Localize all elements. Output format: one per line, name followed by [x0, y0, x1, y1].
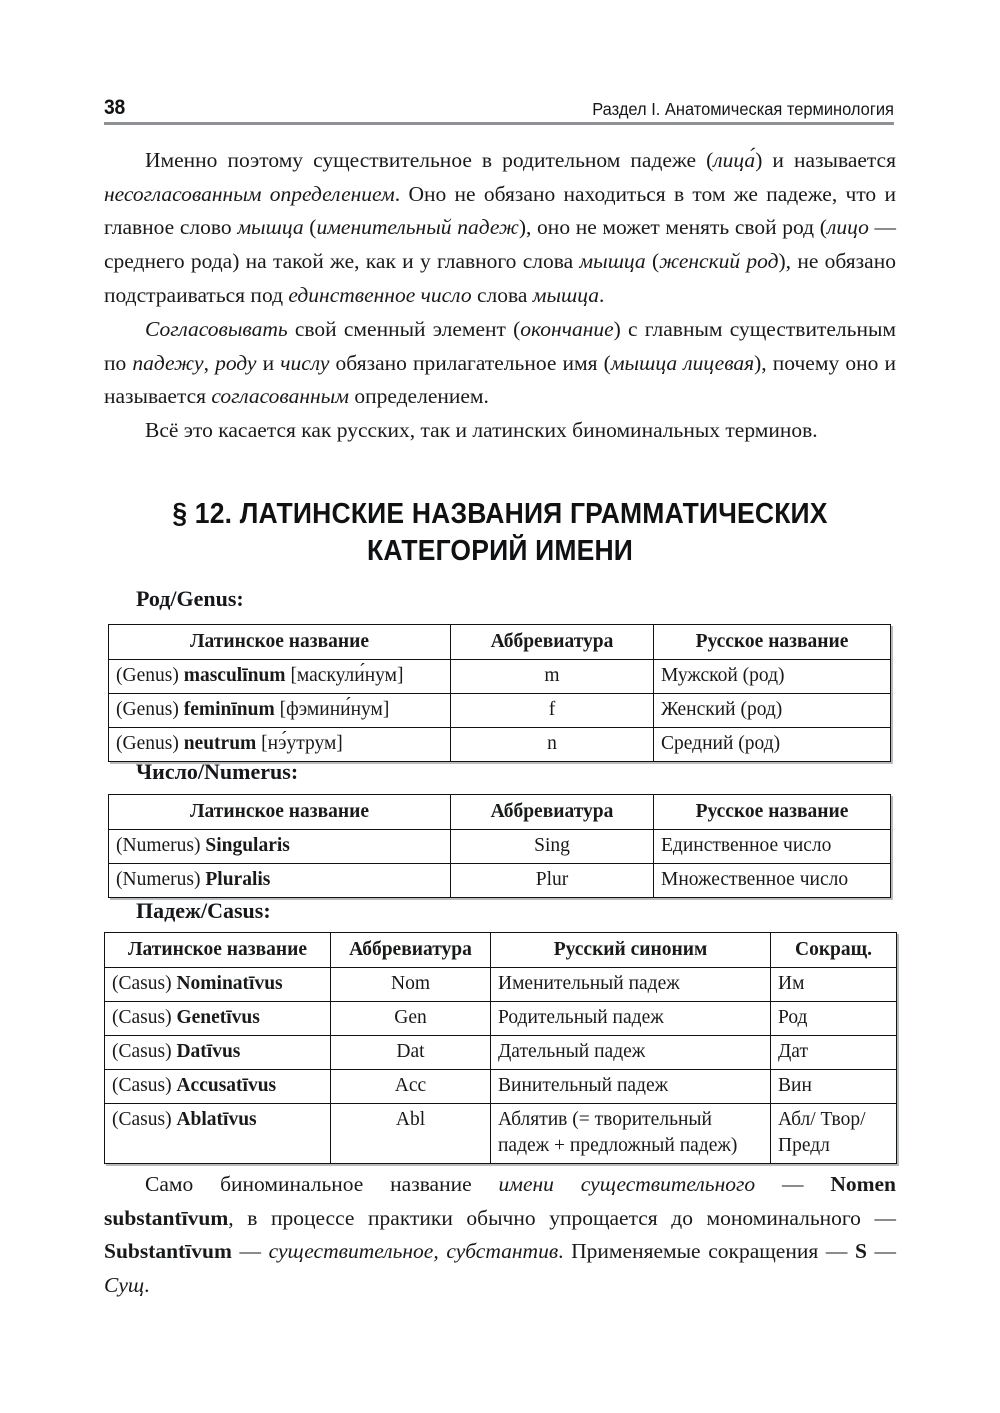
- page-number: 38: [104, 96, 125, 119]
- table-row: [105, 1036, 897, 1070]
- cell-russian-name: Множественное число: [654, 864, 891, 898]
- table-row: [109, 830, 891, 864]
- cell-russian-name: Единственное число: [654, 830, 891, 864]
- column-header-russian: Русское название: [654, 795, 891, 830]
- cell-russian-synonym: Именительный падеж: [491, 968, 771, 1002]
- subsection-label-genus: Род/Genus:: [136, 586, 244, 611]
- column-header-russian: Русское название: [654, 625, 891, 660]
- cell-short-form: Вин: [771, 1070, 897, 1104]
- cell-latin-name: (Casus) Nominatīvus: [105, 968, 331, 1002]
- cell-russian-synonym: Винительный падеж: [491, 1070, 771, 1104]
- cell-abbreviation: n: [451, 728, 654, 762]
- cell-short-form: Абл/ Твор/ Предл: [771, 1104, 897, 1164]
- paragraph-3: Всё это касается как русских, так и латинских биноминальных терминов.: [145, 418, 818, 442]
- cell-latin-name: (Numerus) Pluralis: [109, 864, 451, 898]
- paragraph-block-2: [104, 313, 896, 414]
- table-row: [105, 1104, 897, 1164]
- cell-abbreviation: Nom: [331, 968, 491, 1002]
- table-casus: [104, 932, 897, 1164]
- column-header-abbr: Аббревиатура: [451, 795, 654, 830]
- section-heading-line-2: КАТЕГОРИЙ ИМЕНИ: [366, 535, 634, 567]
- table-row: [105, 1070, 897, 1104]
- cell-latin-name: (Genus) neutrum [нэ́утрум]: [109, 728, 451, 762]
- cell-abbreviation: Gen: [331, 1002, 491, 1036]
- cell-abbreviation: Plur: [451, 864, 654, 898]
- table-row: [109, 864, 891, 898]
- table-row: [105, 968, 897, 1002]
- column-header-abbr: Аббревиатура: [451, 625, 654, 660]
- column-header-latin: Латинское название: [109, 795, 451, 830]
- column-header-synonym: Русский синоним: [491, 933, 771, 968]
- cell-latin-name: (Casus) Ablatīvus: [105, 1104, 331, 1164]
- cell-russian-synonym: Аблятив (= творительный падеж + предложный падеж): [491, 1104, 771, 1164]
- cell-russian-synonym: Родительный падеж: [491, 1002, 771, 1036]
- column-header-short: Сокращ.: [771, 933, 897, 968]
- paragraph-block-3: [104, 414, 896, 448]
- cell-latin-name: (Casus) Accusatīvus: [105, 1070, 331, 1104]
- running-head-title: Раздел I. Анатомическая терминология: [592, 98, 894, 119]
- cell-russian-name: Женский (род): [654, 694, 891, 728]
- column-header-abbr: Аббревиатура: [331, 933, 491, 968]
- cell-short-form: Род: [771, 1002, 897, 1036]
- table-header-row: [109, 795, 891, 830]
- cell-russian-name: Средний (род): [654, 728, 891, 762]
- cell-abbreviation: m: [451, 660, 654, 694]
- cell-abbreviation: Abl: [331, 1104, 491, 1164]
- subsection-label-casus: Падеж/Casus:: [136, 898, 271, 923]
- cell-russian-name: Мужской (род): [654, 660, 891, 694]
- header-rule: [104, 122, 894, 125]
- section-heading: [104, 496, 896, 570]
- table-row: [109, 660, 891, 694]
- paragraph-1: Именно поэтому существительное в родительном падеже (лица́) и называется несогласованным определением. Оно не обязано находиться в том же падеже, что и главное слово мышца (именительный падеж), оно не может менять свой род (лицо — среднего рода) на такой же, как и у главного слова мышца (женский род), не обязано подстраиваться под единственное число слова мышца.: [104, 148, 897, 307]
- table-header-row: [105, 933, 897, 968]
- table-row: [105, 1002, 897, 1036]
- column-header-latin: Латинское название: [109, 625, 451, 660]
- cell-abbreviation: f: [451, 694, 654, 728]
- paragraph-4: Само биноминальное название имени существительного — Nomen substantīvum, в процессе практики обычно упрощается до мономинального — Substantīvum — существительное, субстантив. Применяемые сокращения — S — Сущ.: [104, 1172, 897, 1298]
- section-heading-line-1: § 12. ЛАТИНСКИЕ НАЗВАНИЯ ГРАММАТИЧЕСКИХ: [172, 498, 828, 530]
- table-numerus: [108, 794, 891, 898]
- cell-short-form: Дат: [771, 1036, 897, 1070]
- cell-russian-synonym: Дательный падеж: [491, 1036, 771, 1070]
- running-head: [104, 88, 894, 118]
- cell-abbreviation: Dat: [331, 1036, 491, 1070]
- cell-latin-name: (Casus) Datīvus: [105, 1036, 331, 1070]
- subsection-label-numerus: Число/Numerus:: [136, 759, 299, 784]
- paragraph-block-4: [104, 1168, 896, 1303]
- table-header-row: [109, 625, 891, 660]
- cell-abbreviation: Sing: [451, 830, 654, 864]
- cell-latin-name: (Genus) feminīnum [фэмини́нум]: [109, 694, 451, 728]
- paragraph-2: Согласовывать свой сменный элемент (окончание) с главным существительным по падежу, роду и числу обязано прилагательное имя (мышца лицевая), почему оно и называется согласованным определением.: [104, 317, 896, 409]
- cell-latin-name: (Genus) masculīnum [маскули́нум]: [109, 660, 451, 694]
- table-row: [109, 694, 891, 728]
- cell-latin-name: (Numerus) Singularis: [109, 830, 451, 864]
- column-header-latin: Латинское название: [105, 933, 331, 968]
- table-row: [109, 728, 891, 762]
- table-genus: [108, 624, 891, 762]
- cell-short-form: Им: [771, 968, 897, 1002]
- paragraph-block-1: [104, 144, 896, 313]
- cell-latin-name: (Casus) Genetīvus: [105, 1002, 331, 1036]
- cell-abbreviation: Acc: [331, 1070, 491, 1104]
